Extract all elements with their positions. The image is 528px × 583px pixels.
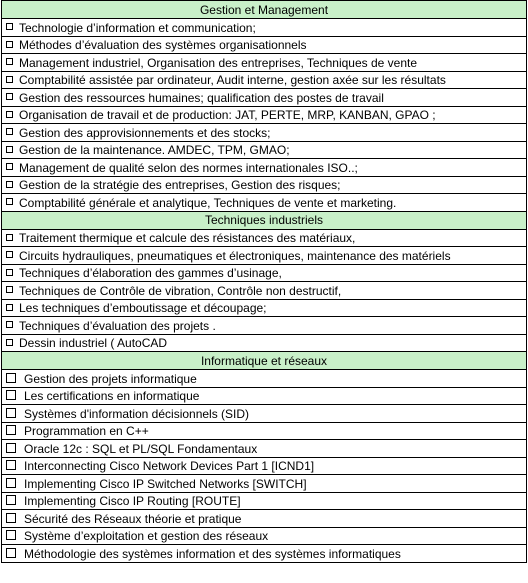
checkbox-icon[interactable] bbox=[6, 128, 13, 135]
course-label: Gestion de la stratégie des entreprises, Gestion des risques; bbox=[19, 178, 341, 193]
course-cell bbox=[2, 527, 527, 545]
checkbox-icon[interactable] bbox=[6, 41, 13, 48]
course-label: Systèmes d'information décisionnels (SID) bbox=[24, 406, 250, 421]
course-cell bbox=[2, 194, 527, 212]
course-row bbox=[2, 159, 527, 177]
course-label: Oracle 12c : SQL et PL/SQL Fondamentaux bbox=[24, 441, 258, 456]
course-row bbox=[2, 89, 527, 107]
course-cell bbox=[2, 317, 527, 335]
course-cell bbox=[2, 475, 527, 493]
checkbox-icon[interactable] bbox=[6, 321, 13, 328]
course-row bbox=[2, 141, 527, 159]
course-row bbox=[2, 106, 527, 124]
course-label: Programmation en C++ bbox=[24, 424, 149, 439]
course-cell bbox=[2, 247, 527, 265]
course-label: Gestion de la maintenance. AMDEC, TPM, GMAO; bbox=[19, 143, 290, 158]
course-row bbox=[2, 317, 527, 335]
course-row bbox=[2, 282, 527, 300]
course-cell bbox=[2, 106, 527, 124]
course-row bbox=[2, 299, 527, 317]
checkbox-icon[interactable] bbox=[6, 234, 13, 241]
course-label: Circuits hydrauliques, pneumatiques et électroniques, maintenance des matériels bbox=[19, 248, 451, 263]
course-cell bbox=[2, 71, 527, 89]
section-title: Informatique et réseaux bbox=[2, 352, 527, 370]
course-label: Les certifications en informatique bbox=[24, 389, 200, 404]
course-label: Gestion des ressources humaines; qualification des postes de travail bbox=[19, 90, 384, 105]
course-label: Sécurité des Réseaux théorie et pratique bbox=[24, 511, 242, 526]
course-cell bbox=[2, 545, 527, 563]
section-header bbox=[2, 352, 527, 370]
course-row bbox=[2, 264, 527, 282]
checkbox-icon[interactable] bbox=[6, 495, 16, 505]
checkbox-icon[interactable] bbox=[6, 339, 13, 346]
course-label: Interconnecting Cisco Network Devices Part 1 [ICND1] bbox=[24, 459, 315, 474]
course-label: Techniques d’évaluation des projets . bbox=[19, 318, 216, 333]
checkbox-icon[interactable] bbox=[6, 76, 13, 83]
course-cell bbox=[2, 36, 527, 54]
course-row bbox=[2, 36, 527, 54]
section-header bbox=[2, 211, 527, 229]
section-title: Gestion et Management bbox=[2, 1, 527, 19]
checkbox-icon[interactable] bbox=[6, 181, 13, 188]
checkbox-icon[interactable] bbox=[6, 163, 13, 170]
course-cell bbox=[2, 54, 527, 72]
course-label: Système d’exploitation et gestion des réseaux bbox=[24, 529, 269, 544]
course-cell bbox=[2, 124, 527, 142]
course-cell bbox=[2, 19, 527, 37]
checkbox-icon[interactable] bbox=[6, 530, 16, 540]
course-label: Méthodologie des systèmes information et des systèmes informatiques bbox=[24, 546, 401, 561]
checkbox-icon[interactable] bbox=[6, 198, 13, 205]
checkbox-icon[interactable] bbox=[6, 548, 16, 558]
course-label: Gestion des approvisionnements et des stocks; bbox=[19, 125, 271, 140]
course-table bbox=[1, 0, 527, 563]
course-row bbox=[2, 545, 527, 563]
checkbox-icon[interactable] bbox=[6, 23, 13, 30]
course-label: Techniques de Contrôle de vibration, Contrôle non destructif, bbox=[19, 283, 342, 298]
course-cell bbox=[2, 370, 527, 388]
course-cell bbox=[2, 492, 527, 510]
checkbox-icon[interactable] bbox=[6, 93, 13, 100]
course-label: Comptabilité assistée par ordinateur, Audit interne, gestion axée sur les résultats bbox=[19, 73, 446, 88]
course-row bbox=[2, 229, 527, 247]
course-label: Comptabilité générale et analytique, Techniques de vente et marketing. bbox=[19, 195, 397, 210]
course-cell bbox=[2, 282, 527, 300]
checkbox-icon[interactable] bbox=[6, 390, 16, 400]
checkbox-icon[interactable] bbox=[6, 111, 13, 118]
course-row bbox=[2, 194, 527, 212]
course-label: Technologie d’information et communication; bbox=[19, 20, 256, 35]
course-cell bbox=[2, 229, 527, 247]
checkbox-icon[interactable] bbox=[6, 478, 16, 488]
course-row bbox=[2, 475, 527, 493]
course-cell bbox=[2, 405, 527, 423]
section-title: Techniques industriels bbox=[2, 211, 527, 229]
course-label: Méthodes d’évaluation des systèmes organisationnels bbox=[19, 38, 307, 53]
course-label: Dessin industriel ( AutoCAD bbox=[19, 336, 168, 351]
course-row bbox=[2, 176, 527, 194]
course-label: Les techniques d’emboutissage et découpage; bbox=[19, 301, 267, 316]
section-header bbox=[2, 1, 527, 19]
course-row bbox=[2, 405, 527, 423]
checkbox-icon[interactable] bbox=[6, 251, 13, 258]
course-cell bbox=[2, 387, 527, 405]
course-row bbox=[2, 527, 527, 545]
course-cell bbox=[2, 264, 527, 282]
checkbox-icon[interactable] bbox=[6, 373, 16, 383]
course-cell bbox=[2, 159, 527, 177]
course-row bbox=[2, 457, 527, 475]
checkbox-icon[interactable] bbox=[6, 425, 16, 435]
course-row bbox=[2, 422, 527, 440]
course-row bbox=[2, 492, 527, 510]
course-row bbox=[2, 387, 527, 405]
course-row bbox=[2, 440, 527, 458]
checkbox-icon[interactable] bbox=[6, 304, 13, 311]
course-row bbox=[2, 334, 527, 352]
course-cell bbox=[2, 141, 527, 159]
course-cell bbox=[2, 440, 527, 458]
course-cell bbox=[2, 89, 527, 107]
course-label: Management industriel, Organisation des entreprises, Techniques de vente bbox=[19, 55, 418, 70]
checkbox-icon[interactable] bbox=[6, 286, 13, 293]
course-label: Implementing Cisco IP Switched Networks [SWITCH] bbox=[24, 476, 307, 491]
course-row bbox=[2, 370, 527, 388]
course-cell bbox=[2, 299, 527, 317]
course-label: Techniques d’élaboration des gammes d’usinage, bbox=[19, 266, 282, 281]
course-cell bbox=[2, 422, 527, 440]
checkbox-icon[interactable] bbox=[6, 460, 16, 470]
course-cell bbox=[2, 176, 527, 194]
checkbox-icon[interactable] bbox=[6, 146, 13, 153]
course-cell bbox=[2, 510, 527, 528]
course-label: Management de qualité selon des normes internationales ISO..; bbox=[19, 160, 358, 175]
course-row bbox=[2, 510, 527, 528]
course-row bbox=[2, 54, 527, 72]
course-cell bbox=[2, 457, 527, 475]
course-label: Gestion des projets informatique bbox=[24, 371, 197, 386]
course-row bbox=[2, 247, 527, 265]
course-row bbox=[2, 19, 527, 37]
checkbox-icon[interactable] bbox=[6, 513, 16, 523]
course-row bbox=[2, 124, 527, 142]
course-label: Organisation de travail et de production: JAT, PERTE, MRP, KANBAN, GPAO ; bbox=[19, 108, 436, 123]
course-cell bbox=[2, 334, 527, 352]
checkbox-icon[interactable] bbox=[6, 58, 13, 65]
course-label: Implementing Cisco IP Routing [ROUTE] bbox=[24, 494, 241, 509]
checkbox-icon[interactable] bbox=[6, 408, 16, 418]
training-catalog bbox=[1, 0, 527, 563]
course-row bbox=[2, 71, 527, 89]
course-label: Traitement thermique et calcule des résistances des matériaux, bbox=[19, 231, 356, 246]
checkbox-icon[interactable] bbox=[6, 269, 13, 276]
checkbox-icon[interactable] bbox=[6, 443, 16, 453]
